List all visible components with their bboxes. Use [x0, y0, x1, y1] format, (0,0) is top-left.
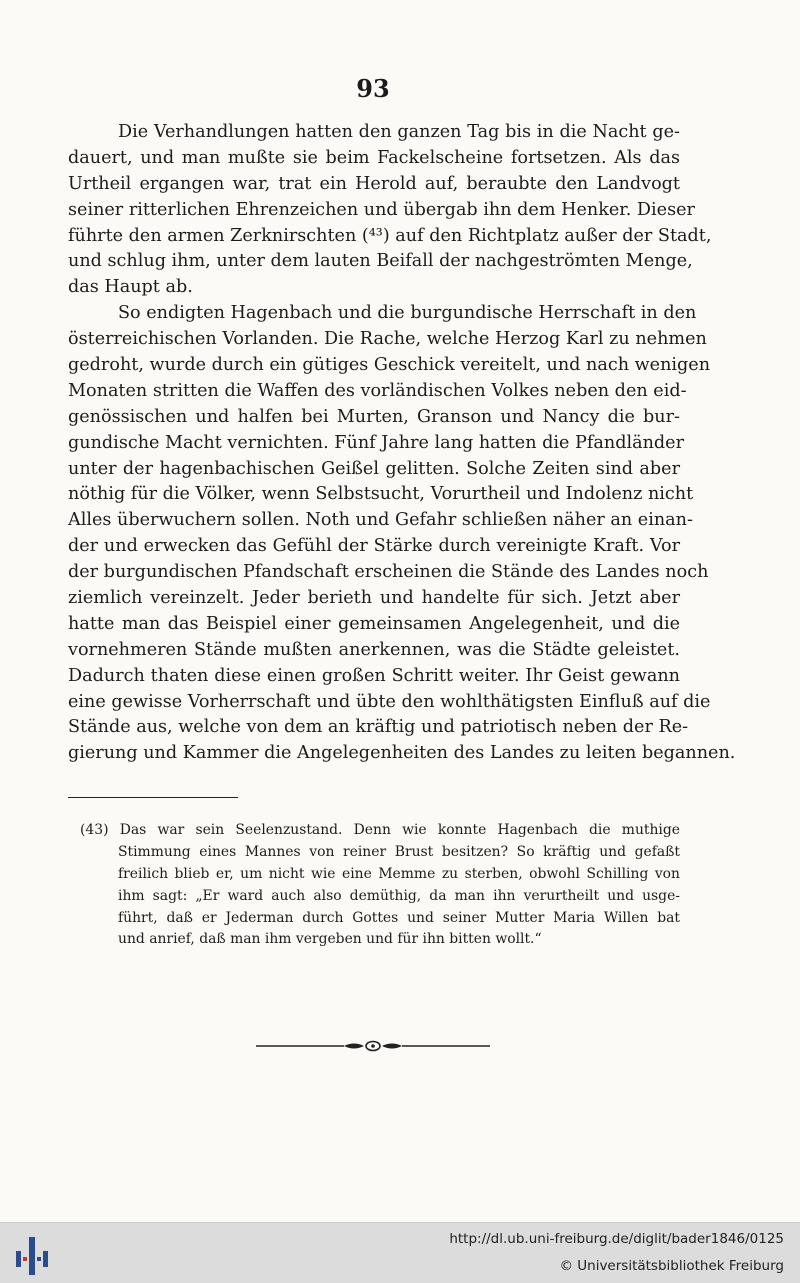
body-line: hatte man das Beispiel einer gemeinsamen Angelegenheit, und die: [68, 613, 680, 634]
body-text: [68, 120, 736, 767]
body-line: Stände aus, welche von dem an kräftig und patriotisch neben der Re-: [68, 717, 689, 738]
body-line: führte den armen Zerknirschten (⁴³) auf den Richtplatz außer der Stadt,: [68, 225, 712, 246]
viewer-footer: [0, 1222, 800, 1283]
body-line: dauert, und man mußte sie beim Fackelscheine fortsetzen. Als das: [68, 147, 680, 168]
footnote-divider: [68, 797, 238, 798]
body-line: Dadurch thaten diese einen großen Schritt weiter. Ihr Geist gewann: [68, 665, 680, 686]
body-line: Urtheil ergangen war, trat ein Herold auf, beraubte den Landvogt: [68, 173, 680, 194]
body-line: unter der hagenbachischen Geißel gelitten. Solche Zeiten sind aber: [68, 458, 680, 479]
copyright-notice: © Universitätsbibliothek Freiburg: [559, 1258, 784, 1274]
page-number: 93: [356, 74, 390, 103]
footnote-line: (43) Das war sein Seelenzustand. Denn wie konnte Hagenbach die muthige: [80, 822, 680, 838]
body-line: seiner ritterlichen Ehrenzeichen und übergab ihn dem Henker. Dieser: [68, 199, 695, 220]
body-line: Die Verhandlungen hatten den ganzen Tag bis in die Nacht ge-: [118, 122, 680, 142]
footnote-line: führt, daß er Jederman durch Gottes und seiner Mutter Maria Willen bat: [118, 909, 680, 926]
footnotes: [80, 820, 680, 951]
body-line: der burgundischen Pfandschaft erscheinen die Stände des Landes noch: [68, 562, 709, 583]
library-logo-icon: [12, 1233, 52, 1277]
footnote-line: und anrief, daß man ihm vergeben und für ihn bitten wollt.“: [118, 931, 542, 948]
body-line: gundische Macht vernichten. Fünf Jahre lang hatten die Pfandländer: [68, 432, 685, 453]
body-line: nöthig für die Völker, wenn Selbstsucht, Vorurtheil und Indolenz nicht: [68, 484, 694, 505]
body-line: genössischen und halfen bei Murten, Granson und Nancy die bur-: [68, 406, 680, 427]
end-ornament: [256, 1036, 490, 1056]
footnote-line: freilich blieb er, um nicht wie eine Memme zu sterben, obwohl Schilling von: [118, 865, 680, 882]
body-line: der und erwecken das Gefühl der Stärke durch vereinigte Kraft. Vor: [68, 536, 680, 557]
body-line: Alles überwuchern sollen. Noth und Gefahr schließen näher an einan-: [68, 510, 693, 531]
permalink-url[interactable]: http://dl.ub.uni-freiburg.de/diglit/bader1846/0125: [449, 1231, 784, 1247]
body-line: gedroht, wurde durch ein gütiges Geschick vereitelt, und nach wenigen: [68, 355, 711, 376]
body-line: ziemlich vereinzelt. Jeder berieth und handelte für sich. Jetzt aber: [68, 588, 680, 609]
body-line: das Haupt ab.: [68, 277, 193, 298]
body-line: So endigten Hagenbach und die burgundische Herrschaft in den: [118, 303, 697, 324]
footnote-line: Stimmung eines Mannes von reiner Brust besitzen? So kräftig und gefaßt: [118, 843, 680, 860]
body-line: vornehmeren Stände mußten anerkennen, was die Städte geleistet.: [68, 639, 680, 660]
body-line: und schlug ihm, unter dem lauten Beifall der nachgeströmten Menge,: [68, 251, 693, 272]
footnote-line: ihm sagt: „Er ward auch also demüthig, da man ihn verurtheilt und usge-: [118, 887, 680, 904]
body-line: Monaten stritten die Waffen des vorländischen Volkes neben den eid-: [68, 380, 687, 401]
body-line: österreichischen Vorlanden. Die Rache, welche Herzog Karl zu nehmen: [68, 329, 707, 350]
body-line: eine gewisse Vorherrschaft und übte den wohlthätigsten Einfluß auf die: [68, 691, 711, 712]
body-line: gierung und Kammer die Angelegenheiten des Landes zu leiten begannen.: [68, 743, 736, 764]
